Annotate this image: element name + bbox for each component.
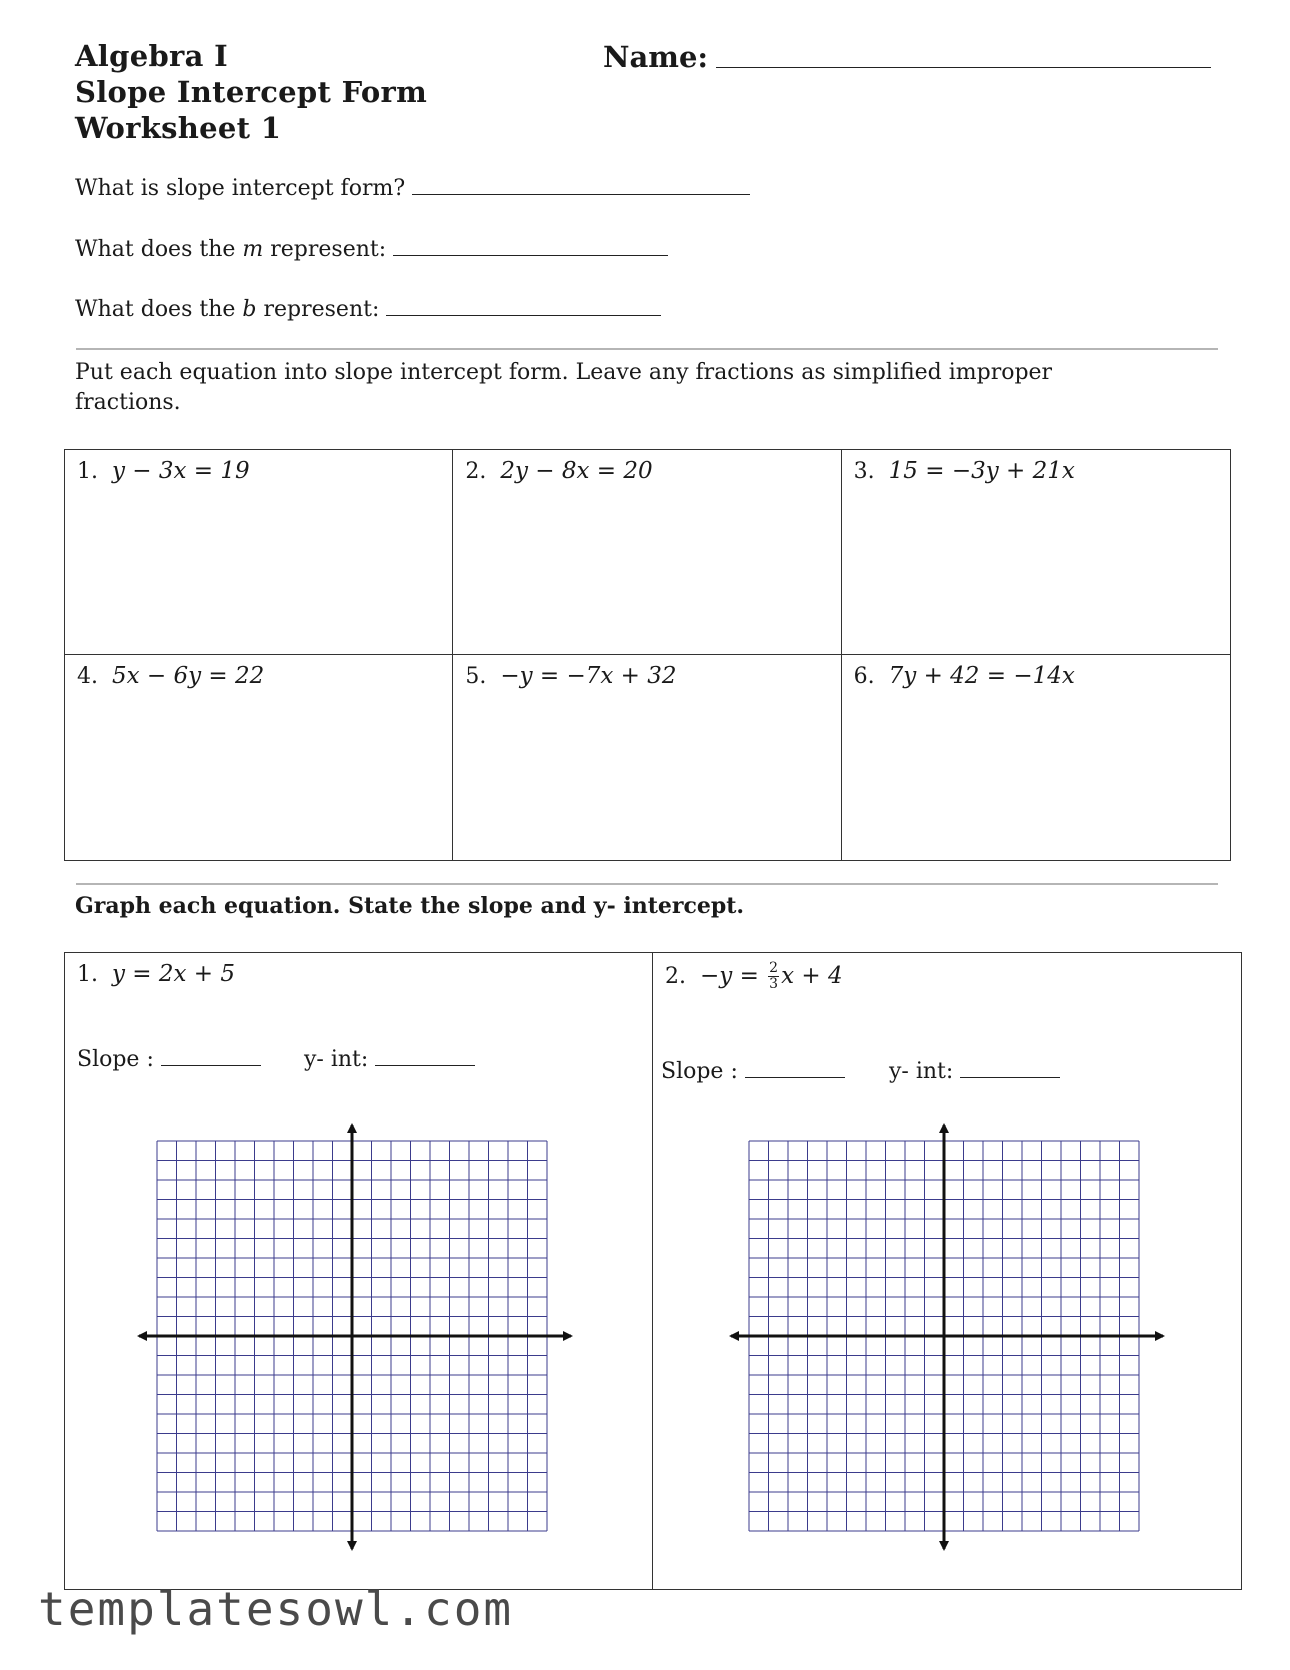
equation-grid <box>64 449 1231 861</box>
answer-blank[interactable] <box>393 255 668 256</box>
problem-equation: y = 2x + 5 <box>112 961 236 987</box>
divider <box>76 348 1218 350</box>
variable-b: b <box>242 297 257 322</box>
yint-label: y- int: <box>304 1047 369 1072</box>
coordinate-plane[interactable] <box>137 1123 573 1551</box>
problem-cell[interactable] <box>842 655 1230 860</box>
problem-number: 1. <box>77 962 98 987</box>
problem-number: 5. <box>465 664 487 689</box>
slope-blank[interactable] <box>745 1077 845 1078</box>
eq-part: −y = <box>700 962 767 989</box>
question-label-pre: What does the <box>75 297 243 322</box>
graph-problem-2 <box>653 953 1241 1589</box>
yint-field <box>304 1047 475 1072</box>
slope-label: Slope : <box>77 1047 154 1072</box>
graph-problem-1 <box>65 953 653 1589</box>
question-b <box>75 297 661 322</box>
question-label-post: represent: <box>263 237 387 262</box>
fraction-denominator: 3 <box>769 976 779 992</box>
problem-number: 4. <box>77 664 98 689</box>
problem-equation: 15 = −3y + 21x <box>888 458 1075 484</box>
variable-m: m <box>242 237 264 262</box>
problem-number: 3. <box>853 459 875 484</box>
y-axis-up-arrow-icon <box>939 1123 949 1133</box>
question-label-pre: What does the <box>75 237 243 262</box>
name-blank[interactable] <box>716 67 1211 68</box>
problem-equation: y − 3x = 19 <box>112 458 250 484</box>
answer-blank[interactable] <box>386 315 661 316</box>
topic-title: Slope Intercept Form <box>75 75 428 109</box>
y-axis-down-arrow-icon <box>939 1541 949 1551</box>
slope-field <box>77 1047 261 1072</box>
problem-number: 1. <box>77 459 98 484</box>
x-axis-right-arrow-icon <box>1155 1331 1165 1341</box>
yint-label: y- int: <box>889 1059 954 1084</box>
yint-blank[interactable] <box>375 1065 475 1066</box>
graph-box <box>64 952 1242 1590</box>
slope-field <box>661 1059 845 1084</box>
coordinate-plane[interactable] <box>729 1123 1165 1551</box>
problem-number: 2. <box>465 459 487 484</box>
watermark: templatesowl.com <box>38 1582 514 1636</box>
question-slope-form <box>75 176 750 201</box>
x-axis-left-arrow-icon <box>729 1331 739 1341</box>
fraction-numerator: 2 <box>769 960 779 976</box>
slope-blank[interactable] <box>161 1065 261 1066</box>
problem-cell[interactable] <box>65 655 453 860</box>
yint-field <box>889 1059 1060 1084</box>
worksheet-title: Worksheet 1 <box>75 111 282 145</box>
section2-instructions: Graph each equation. State the slope and y- intercept. <box>75 893 745 919</box>
x-axis-right-arrow-icon <box>563 1331 573 1341</box>
question-label: What is slope intercept form? <box>75 176 406 201</box>
course-title: Algebra I <box>75 39 228 73</box>
problem-number: 6. <box>853 664 875 689</box>
problem-cell[interactable] <box>842 450 1230 655</box>
name-label: Name: <box>603 40 709 74</box>
section1-instructions: Put each equation into slope intercept form. Leave any fractions as simplified improper fractions. <box>75 360 1053 415</box>
problem-equation: 5x − 6y = 22 <box>112 663 265 689</box>
problem-equation: 7y + 42 = −14x <box>888 663 1075 689</box>
answer-blank[interactable] <box>412 194 750 195</box>
y-axis-down-arrow-icon <box>347 1541 357 1551</box>
problem-equation: 2y − 8x = 20 <box>500 458 653 484</box>
yint-blank[interactable] <box>960 1077 1060 1078</box>
problem-cell[interactable] <box>453 655 841 860</box>
eq-part: x + 4 <box>781 962 843 989</box>
question-m <box>75 237 668 262</box>
question-label-post: represent: <box>256 297 380 322</box>
problem-equation <box>700 960 843 992</box>
problem-cell[interactable] <box>65 450 453 655</box>
problem-equation: −y = −7x + 32 <box>500 663 677 689</box>
name-field <box>603 38 1211 74</box>
x-axis-left-arrow-icon <box>137 1331 147 1341</box>
y-axis-up-arrow-icon <box>347 1123 357 1133</box>
slope-label: Slope : <box>661 1059 738 1084</box>
fraction <box>768 961 779 992</box>
problem-number: 2. <box>665 963 686 989</box>
divider <box>76 883 1218 885</box>
problem-cell[interactable] <box>453 450 841 655</box>
